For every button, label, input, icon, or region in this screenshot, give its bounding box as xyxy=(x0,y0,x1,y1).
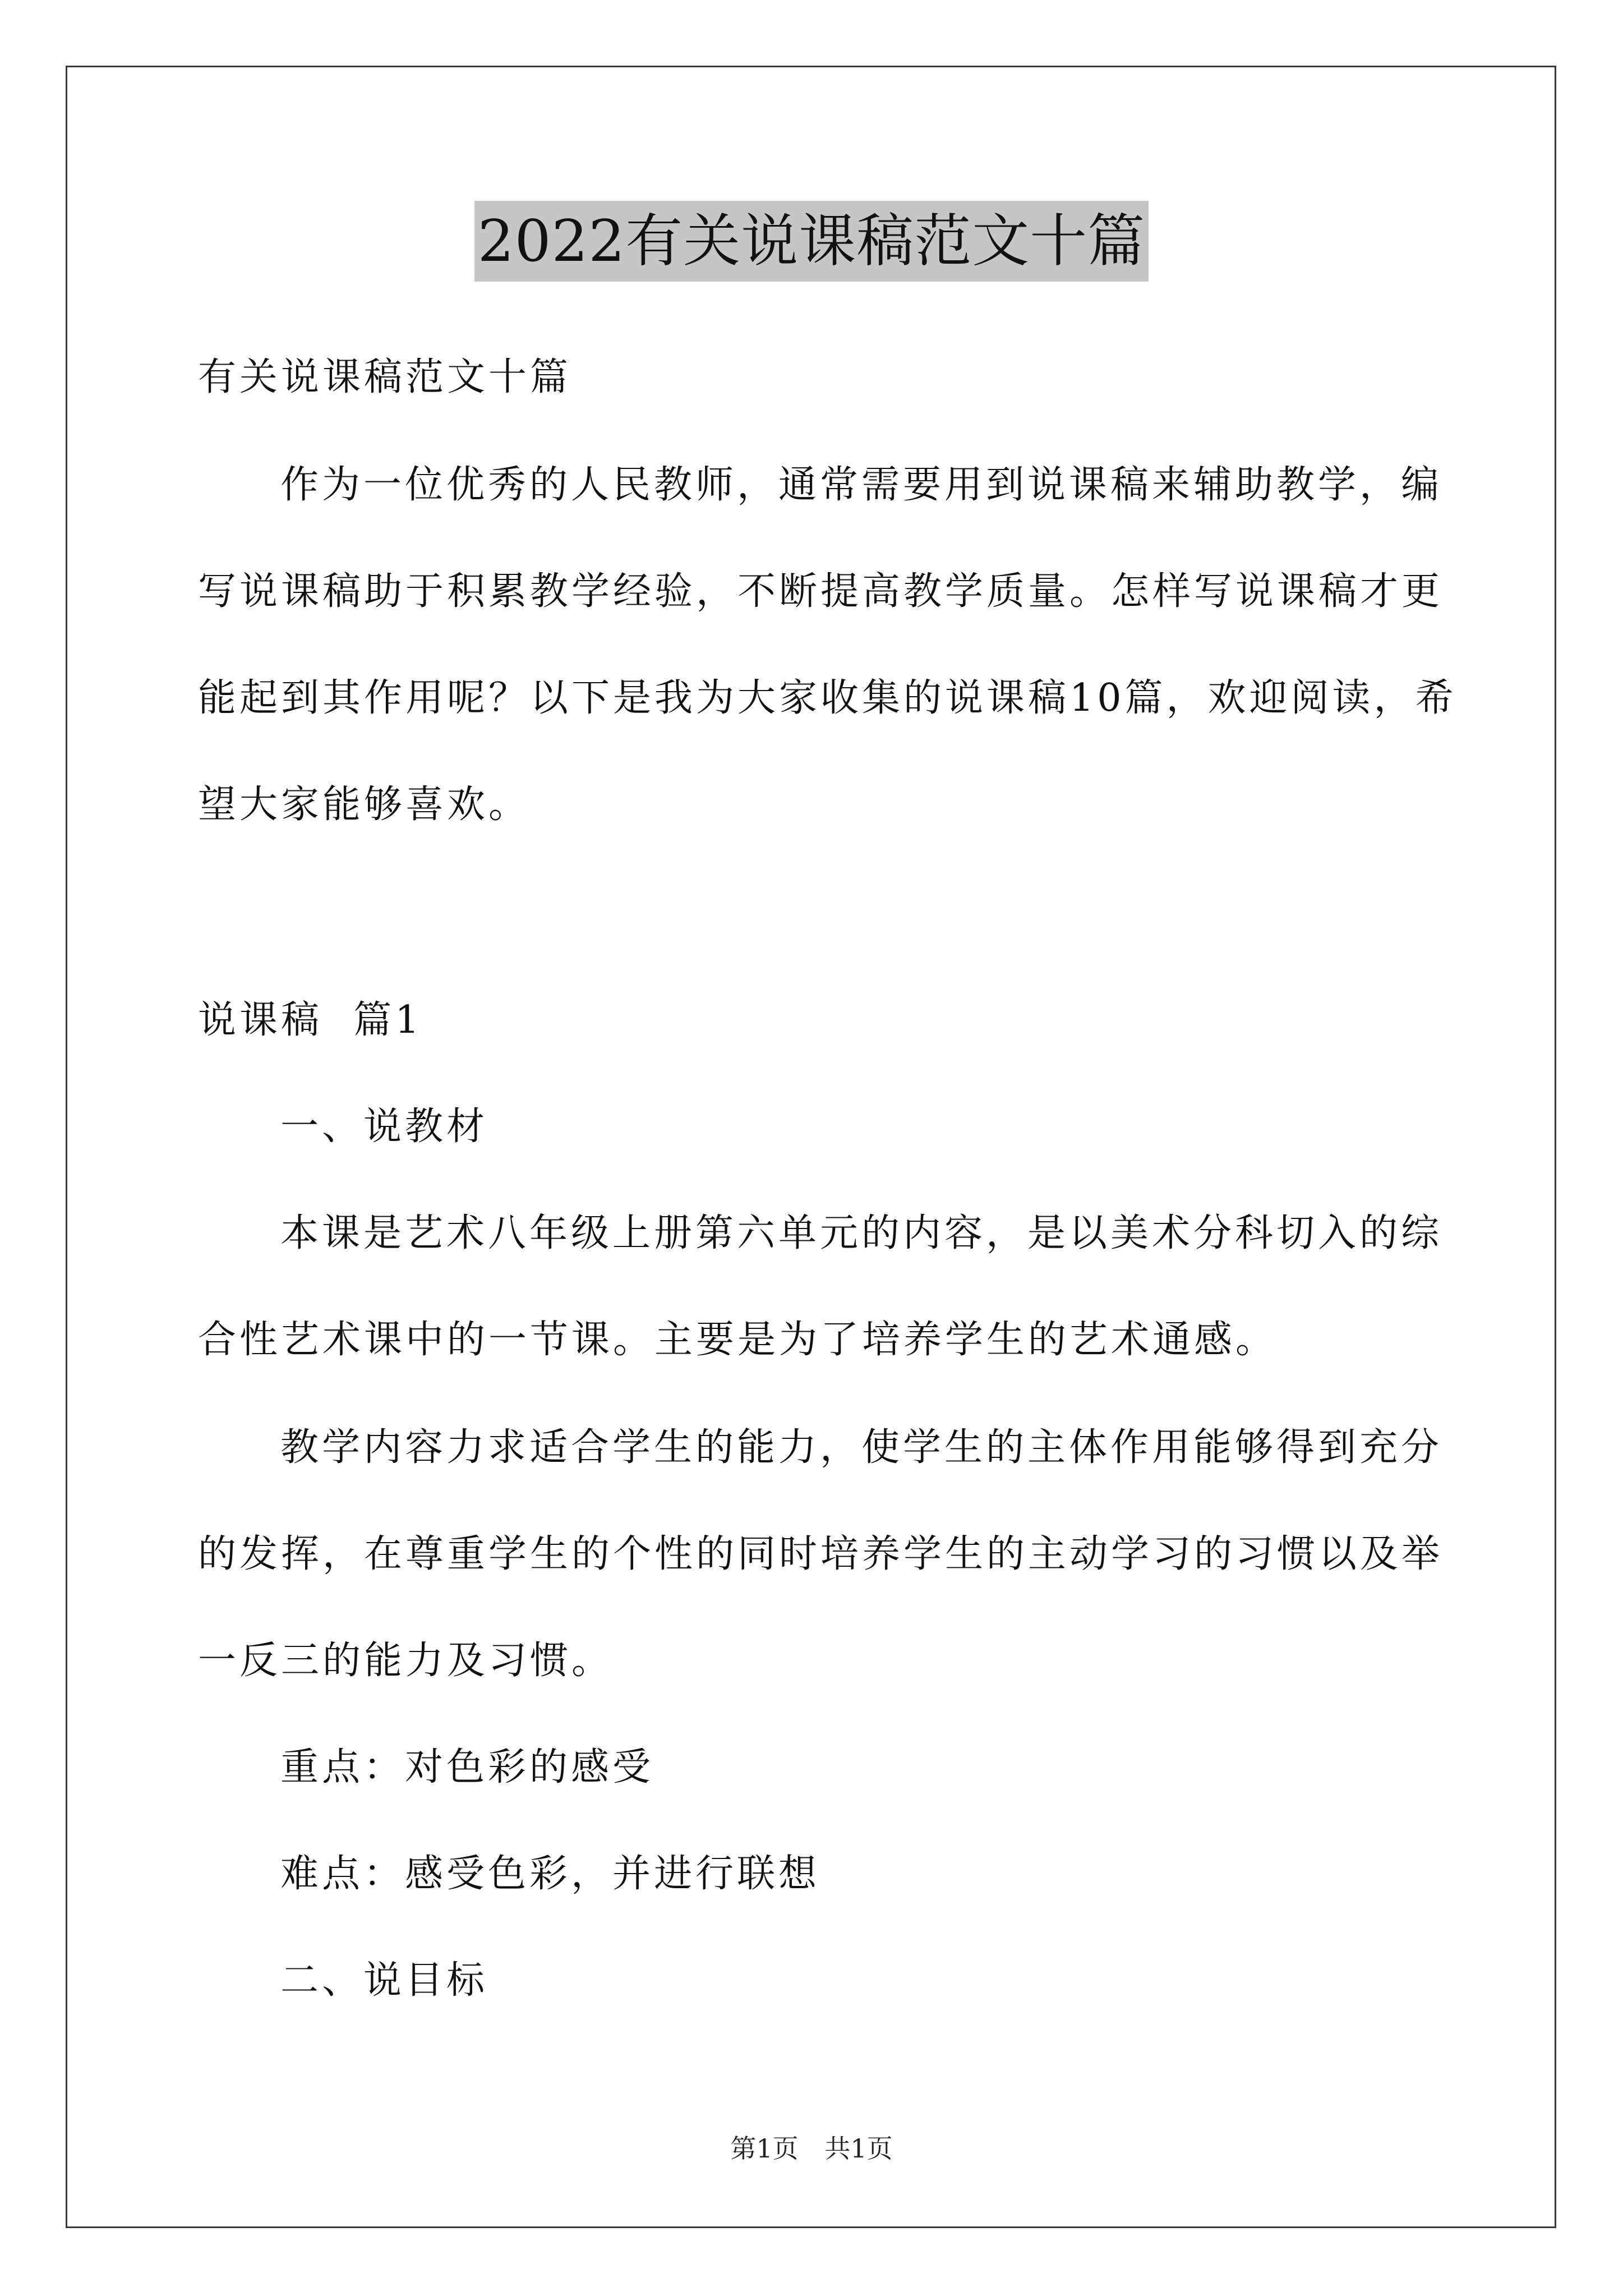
key-point: 重点：对色彩的感受 xyxy=(280,1745,654,1789)
section-heading: 说课稿 篇1 xyxy=(198,998,423,1042)
para2-line-3: 一反三的能力及习惯。 xyxy=(198,1639,614,1683)
part2-heading: 二、说目标 xyxy=(280,1958,488,2003)
document-subtitle: 有关说课稿范文十篇 xyxy=(198,355,572,399)
document-title: 2022有关说课稿范文十篇 xyxy=(474,201,1149,282)
title-container xyxy=(0,201,1623,282)
intro-line-3: 能起到其作用呢？以下是我为大家收集的说课稿10篇，欢迎阅读，希 xyxy=(198,676,1457,720)
difficult-point: 难点：感受色彩，并进行联想 xyxy=(280,1852,820,1896)
page-footer xyxy=(0,2132,1623,2165)
intro-line-2: 写说课稿助于积累教学经验，不断提高教学质量。怎样写说课稿才更 xyxy=(198,569,1444,614)
para1-line-2: 合性艺术课中的一节课。主要是为了培养学生的艺术通感。 xyxy=(198,1318,1278,1362)
para1-line-1: 本课是艺术八年级上册第六单元的内容，是以美术分科切入的综 xyxy=(280,1211,1443,1255)
para2-line-1: 教学内容力求适合学生的能力，使学生的主体作用能够得到充分 xyxy=(280,1425,1443,1470)
page-number: 第1页 xyxy=(730,2133,799,2164)
page-total: 共1页 xyxy=(824,2133,893,2164)
intro-line-4: 望大家能够喜欢。 xyxy=(198,783,531,827)
para2-line-2: 的发挥，在尊重学生的个性的同时培养学生的主动学习的习惯以及举 xyxy=(198,1532,1444,1576)
intro-line-1: 作为一位优秀的人民教师，通常需要用到说课稿来辅助教学，编 xyxy=(280,463,1443,507)
part1-heading: 一、说教材 xyxy=(280,1105,488,1149)
